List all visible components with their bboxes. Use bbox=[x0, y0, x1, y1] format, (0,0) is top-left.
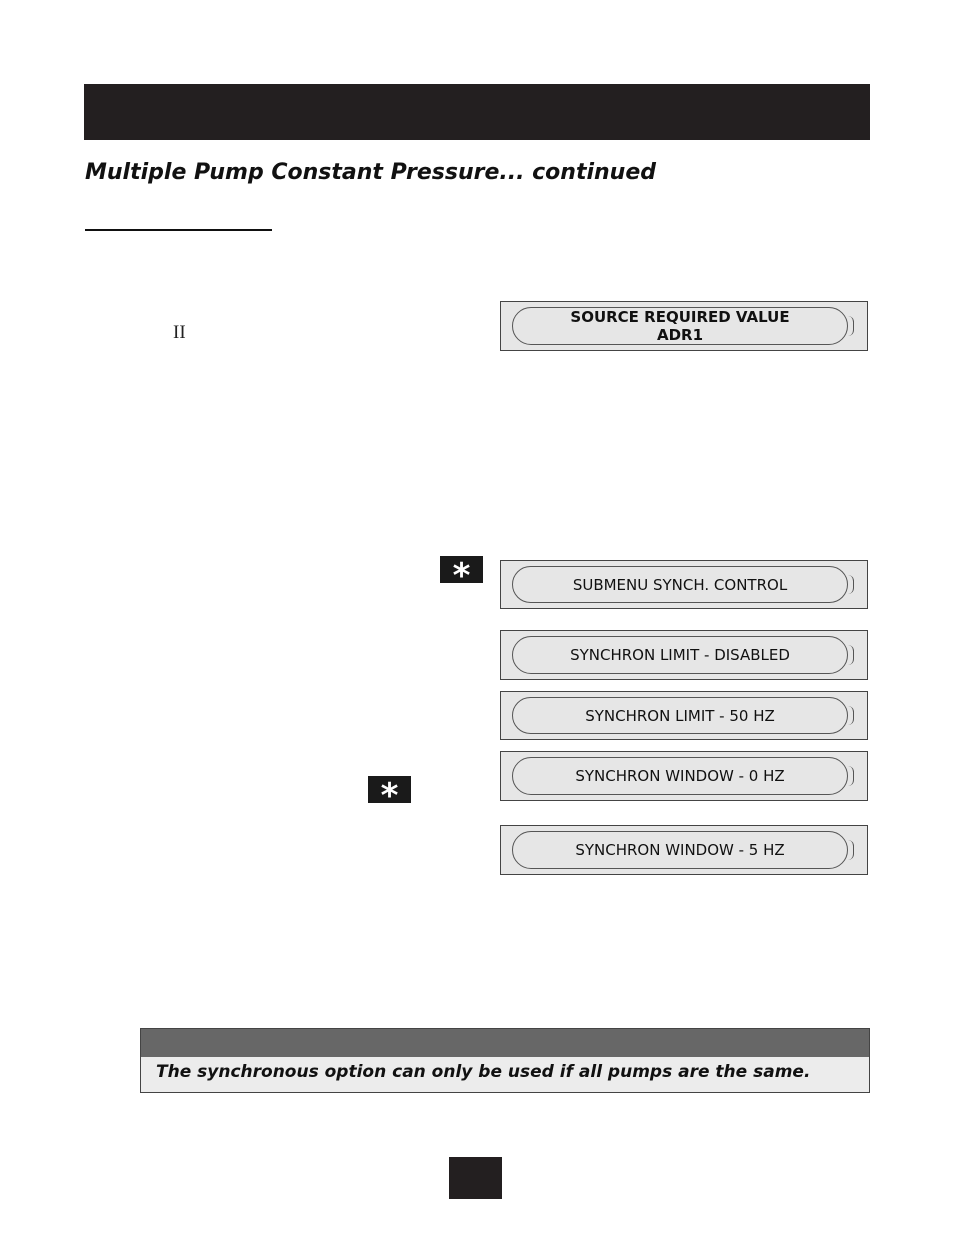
display-submenu-synch-control bbox=[500, 560, 868, 609]
display-line-2: ADR1 bbox=[656, 326, 704, 344]
display-bezel-arc bbox=[847, 840, 854, 860]
display-screen bbox=[512, 757, 848, 795]
display-source-required-value bbox=[500, 301, 868, 351]
section-rule bbox=[85, 229, 272, 231]
display-line-1: SOURCE REQUIRED VALUE bbox=[570, 308, 790, 326]
note-header-bar bbox=[141, 1029, 869, 1057]
asterisk-icon: * bbox=[440, 556, 483, 583]
display-synchron-limit-disabled bbox=[500, 630, 868, 680]
display-bezel-arc bbox=[847, 316, 854, 336]
roman-marker: II bbox=[173, 322, 186, 343]
display-bezel-arc bbox=[847, 766, 854, 786]
display-bezel-arc bbox=[847, 645, 854, 665]
display-line: SUBMENU SYNCH. CONTROL bbox=[572, 575, 788, 594]
display-line: SYNCHRON WINDOW - 0 HZ bbox=[575, 767, 785, 785]
display-screen bbox=[512, 636, 848, 674]
display-screen bbox=[512, 697, 848, 734]
display-screen bbox=[512, 566, 848, 603]
asterisk-icon: * bbox=[368, 776, 411, 803]
display-bezel-arc bbox=[847, 575, 854, 594]
section-subtitle: Multiple Pump Constant Pressure... continued bbox=[85, 160, 657, 185]
display-screen bbox=[512, 307, 848, 345]
note-text: The synchronous option can only be used if all pumps are the same. bbox=[156, 1062, 811, 1082]
display-synchron-window-0hz bbox=[500, 751, 868, 801]
header-bar bbox=[84, 84, 870, 140]
display-line: SYNCHRON LIMIT - 50 HZ bbox=[585, 706, 775, 725]
page-number-block bbox=[449, 1157, 502, 1199]
display-synchron-limit-50hz bbox=[500, 691, 868, 740]
display-bezel-arc bbox=[847, 706, 854, 725]
display-screen bbox=[512, 831, 848, 869]
display-synchron-window-5hz bbox=[500, 825, 868, 875]
note-box bbox=[140, 1028, 870, 1093]
display-line: SYNCHRON WINDOW - 5 HZ bbox=[575, 841, 785, 859]
display-line: SYNCHRON LIMIT - DISABLED bbox=[570, 646, 790, 664]
